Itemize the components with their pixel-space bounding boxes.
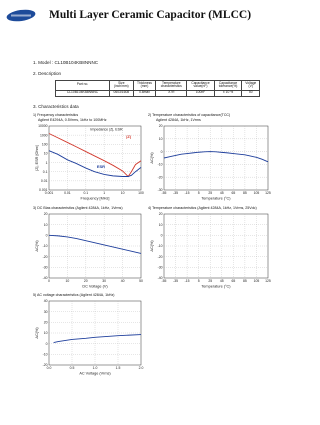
y-tick-label: -20 xyxy=(157,175,163,180)
x-tick-label: -15 xyxy=(184,191,190,196)
x-tick-label: -55 xyxy=(161,279,167,284)
y-tick-label: 10 xyxy=(158,137,163,141)
y-axis-label: ΔC(%) xyxy=(35,327,39,339)
x-tick-label: -15 xyxy=(184,279,190,284)
y-tick-label: -20 xyxy=(42,254,48,259)
spec-cell: CL10B104KB8NNNC xyxy=(56,90,110,96)
ac-voltage-chart xyxy=(33,298,149,378)
x-tick-label: 40 xyxy=(120,279,125,284)
x-tick-label: 5 xyxy=(197,191,200,196)
x-tick-label: 45 xyxy=(219,191,224,196)
tcc-chart xyxy=(148,123,276,203)
y-tick-label: 0 xyxy=(45,341,48,346)
x-axis-label: AC Voltage (Vrms) xyxy=(79,371,111,376)
x-tick-label: 125 xyxy=(265,279,271,284)
y-tick-label: -10 xyxy=(42,244,48,249)
y-tick-label: 0.1 xyxy=(42,169,48,174)
x-axis-label: Frequency [MHz] xyxy=(80,196,110,201)
y-tick-label: 0.01 xyxy=(40,179,48,184)
y-tick-label: 20 xyxy=(43,320,48,325)
tvc-chart xyxy=(148,211,276,291)
description-heading: 2. Description xyxy=(33,71,62,76)
y-tick-label: -10 xyxy=(157,162,163,167)
x-tick-label: 1.5 xyxy=(115,366,121,371)
y-axis-label: |Z|, ESR [Ohm] xyxy=(35,145,39,171)
spec-cell: 0603/1608 xyxy=(110,90,134,96)
x-tick-label: 1.0 xyxy=(92,366,98,371)
spec-value-row xyxy=(56,90,260,96)
y-tick-label: -10 xyxy=(157,244,163,249)
spec-header-row xyxy=(56,81,260,91)
characteristics-heading: 3. Characteristics data xyxy=(33,104,79,109)
spec-header-cell: Size (inch/mm) xyxy=(110,81,134,91)
y-tick-label: 0 xyxy=(160,233,163,238)
x-tick-label: 0.01 xyxy=(64,191,71,196)
x-tick-label: 105 xyxy=(253,191,260,196)
y-tick-label: 20 xyxy=(158,212,163,217)
temp-title: 2) Temperature characteristics of capacitance(TCC) xyxy=(148,113,231,117)
y-tick-label: 10 xyxy=(43,222,48,227)
tvc-title: 4) Temperature characteristics (Agilent 4284A, 1kHz, 1Vrms, 25Vdc) xyxy=(148,206,257,210)
spec-cell: X7R xyxy=(156,90,187,96)
y-axis-label: ΔC(%) xyxy=(35,240,39,252)
x-axis-label: Temperature (°C) xyxy=(201,196,231,201)
y-tick-label: -40 xyxy=(42,276,48,281)
x-tick-label: 25 xyxy=(208,191,213,196)
x-tick-label: 30 xyxy=(102,279,107,284)
x-tick-label: 0 xyxy=(48,279,50,284)
esr-series-label: ESR xyxy=(96,164,106,170)
y-tick-label: 1000 xyxy=(39,133,48,138)
x-tick-label: 45 xyxy=(219,279,224,284)
spec-header-cell: Part no. xyxy=(56,81,110,91)
y-tick-label: -30 xyxy=(42,265,48,270)
x-tick-label: 1 xyxy=(103,191,106,196)
y-tick-label: 1 xyxy=(45,160,48,165)
frequency-chart xyxy=(33,123,149,203)
x-tick-label: 0.1 xyxy=(83,191,89,196)
spec-header-cell: Capacitance tolerance(%) xyxy=(214,81,242,91)
x-tick-label: 20 xyxy=(83,279,88,284)
x-tick-label: 85 xyxy=(242,191,247,196)
y-tick-label: 100 xyxy=(41,142,48,147)
y-tick-label: 10 xyxy=(43,331,48,336)
x-axis-label: Temperature (°C) xyxy=(201,284,231,289)
y-tick-label: 30 xyxy=(43,309,48,314)
x-tick-label: -35 xyxy=(173,191,179,196)
x-tick-label: 2.0 xyxy=(138,366,144,371)
y-tick-label: 10 xyxy=(43,151,48,156)
y-tick-label: 0 xyxy=(160,149,163,154)
spec-table xyxy=(55,80,260,97)
y-tick-label: -30 xyxy=(157,265,163,270)
spec-cell: 50 xyxy=(242,90,260,96)
y-tick-label: 20 xyxy=(43,212,48,217)
y-tick-label: -30 xyxy=(157,188,163,193)
y-tick-label: 0.001 xyxy=(39,188,48,193)
spec-header-cell: Temperature characteristics xyxy=(156,81,187,91)
x-tick-label: 0.0 xyxy=(46,366,52,371)
legend-label: Impedance |Z|, ESR xyxy=(90,127,123,132)
x-tick-label: 50 xyxy=(139,279,143,284)
y-tick-label: 10 xyxy=(158,222,163,227)
dc-bias-chart xyxy=(33,211,149,291)
x-tick-label: 0.001 xyxy=(44,191,54,196)
y-tick-label: -20 xyxy=(42,363,48,368)
y-tick-label: 20 xyxy=(158,124,163,129)
x-axis-label: DC Voltage (V) xyxy=(82,284,108,289)
spec-cell: 100nF xyxy=(187,90,214,96)
y-axis-label: ΔC(%) xyxy=(150,240,154,252)
x-tick-label: 0.5 xyxy=(69,366,75,371)
y-tick-label: 40 xyxy=(43,299,48,304)
x-tick-label: 105 xyxy=(253,279,260,284)
y-tick-label: -10 xyxy=(42,352,48,357)
model-line: 1. Model : CL10B104KB8NNNC xyxy=(33,60,99,65)
x-tick-label: -35 xyxy=(173,279,179,284)
ac-title: 5) AC voltage characteristics (Agilent 4284A, 1kHz) xyxy=(33,293,115,297)
freq-subtitle: Agilent E4294A, 0.5Vrms, 1kHz to 100MHz xyxy=(38,118,107,122)
spec-header-cell: Thickness (mm) xyxy=(133,81,156,91)
spec-header-cell: Voltage (V) xyxy=(242,81,260,91)
spec-cell: 0.8max xyxy=(133,90,156,96)
x-tick-label: -55 xyxy=(161,191,167,196)
spec-header-cell: Capacitance value(nF) xyxy=(187,81,214,91)
y-tick-label: 10000 xyxy=(38,124,48,129)
freq-title: 1) Frequency characteristics xyxy=(33,113,79,117)
x-tick-label: 10 xyxy=(120,191,125,196)
x-tick-label: 100 xyxy=(138,191,144,196)
y-tick-label: 0 xyxy=(45,233,48,238)
x-tick-label: 65 xyxy=(231,279,236,284)
x-tick-label: 25 xyxy=(208,279,213,284)
z-series-label: |Z| xyxy=(126,134,131,139)
page-title: Multi Layer Ceramic Capacitor (MLCC) xyxy=(48,9,252,21)
spec-cell: ± 10 % xyxy=(214,90,242,96)
plot-area xyxy=(164,126,268,190)
x-tick-label: 65 xyxy=(231,191,236,196)
x-tick-label: 10 xyxy=(65,279,70,284)
y-axis-label: ΔC(%) xyxy=(150,152,154,164)
x-tick-label: 5 xyxy=(197,279,200,284)
x-tick-label: 125 xyxy=(265,191,271,196)
x-tick-label: 85 xyxy=(242,279,247,284)
temp-subtitle: Agilent 4284A, 1kHz, 1Vrms xyxy=(156,118,201,122)
y-tick-label: -40 xyxy=(157,276,163,281)
y-tick-label: -20 xyxy=(157,254,163,259)
dcbias-title: 3) DC Bias characteristics (Agilent 4284A, 1kHz, 1Vrms) xyxy=(33,206,123,210)
